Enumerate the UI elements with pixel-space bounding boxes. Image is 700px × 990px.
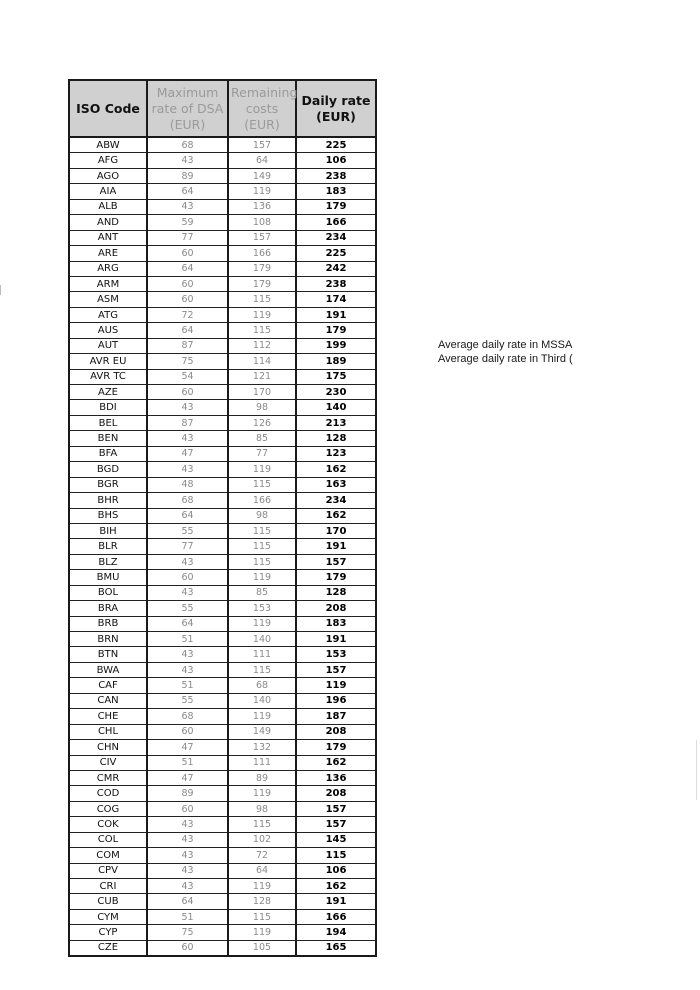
cell-remaining-costs: 85 <box>228 431 296 446</box>
table-row <box>70 554 375 569</box>
cell-max-rate-dsa: 60 <box>147 801 228 816</box>
cell-max-rate-dsa: 51 <box>147 678 228 693</box>
cell-max-rate-dsa: 43 <box>147 431 228 446</box>
cell-remaining-costs: 119 <box>228 570 296 585</box>
cell-daily-rate: 106 <box>296 153 375 168</box>
cell-remaining-costs: 108 <box>228 215 296 230</box>
cell-max-rate-dsa: 48 <box>147 477 228 492</box>
cell-daily-rate: 162 <box>296 508 375 523</box>
cell-max-rate-dsa: 51 <box>147 755 228 770</box>
cell-daily-rate: 191 <box>296 307 375 322</box>
cell-iso-code: COD <box>70 786 147 801</box>
cell-max-rate-dsa: 43 <box>147 462 228 477</box>
cell-remaining-costs: 121 <box>228 369 296 384</box>
cell-iso-code: CMR <box>70 770 147 785</box>
table-row <box>70 307 375 322</box>
cell-iso-code: BEL <box>70 415 147 430</box>
table-row <box>70 755 375 770</box>
cell-daily-rate: 238 <box>296 276 375 291</box>
cell-daily-rate: 157 <box>296 662 375 677</box>
cell-remaining-costs: 115 <box>228 477 296 492</box>
cell-max-rate-dsa: 51 <box>147 909 228 924</box>
table-row <box>70 724 375 739</box>
cell-max-rate-dsa: 87 <box>147 415 228 430</box>
cell-iso-code: AFG <box>70 153 147 168</box>
cell-daily-rate: 183 <box>296 616 375 631</box>
header-daily-rate: Daily rate (EUR) <box>296 81 375 137</box>
cell-daily-rate: 106 <box>296 863 375 878</box>
cell-daily-rate: 165 <box>325 942 347 954</box>
cell-daily-rate: 153 <box>296 647 375 662</box>
cell-remaining-costs: 102 <box>228 832 296 847</box>
dsa-rates-table-frame <box>68 79 377 957</box>
cell-max-rate-dsa: 60 <box>147 940 228 955</box>
table-row <box>70 662 375 677</box>
cell-daily-rate: 157 <box>296 554 375 569</box>
cell-max-rate-dsa: 43 <box>147 153 228 168</box>
cell-remaining-costs: 149 <box>228 168 296 183</box>
cell-remaining-costs: 166 <box>228 246 296 261</box>
table-row <box>70 493 375 508</box>
cell-max-rate-dsa: 47 <box>147 740 228 755</box>
cell-max-rate-dsa: 60 <box>147 385 228 400</box>
cell-iso-code: BDI <box>70 400 147 415</box>
cell-daily-rate: 162 <box>296 879 375 894</box>
table-row <box>70 801 375 816</box>
cell-remaining-costs: 119 <box>228 925 296 940</box>
cell-remaining-costs: 119 <box>228 616 296 631</box>
cell-remaining-costs: 115 <box>228 909 296 924</box>
cell-daily-rate: 179 <box>296 323 375 338</box>
table-row <box>70 786 375 801</box>
cell-max-rate-dsa: 43 <box>147 400 228 415</box>
cell-remaining-costs: 98 <box>228 508 296 523</box>
cell-remaining-costs: 111 <box>228 755 296 770</box>
table-row <box>70 246 375 261</box>
cell-daily-rate: 179 <box>296 740 375 755</box>
cell-iso-code: BRB <box>70 616 147 631</box>
cell-max-rate-dsa: 43 <box>147 848 228 863</box>
cell-daily-rate: 242 <box>296 261 375 276</box>
header-max-rate-dsa: Maximum rate of DSA (EUR) <box>147 81 228 137</box>
cell-iso-code: CYP <box>70 925 147 940</box>
dsa-rates-table <box>70 81 375 955</box>
table-row <box>70 909 375 924</box>
cell-max-rate-dsa: 89 <box>147 786 228 801</box>
cell-daily-rate: 225 <box>296 246 375 261</box>
table-row <box>70 477 375 492</box>
cell-remaining-costs: 119 <box>228 307 296 322</box>
cell-max-rate-dsa: 43 <box>147 817 228 832</box>
cell-iso-code: CZE <box>70 940 147 955</box>
cell-max-rate-dsa: 60 <box>147 276 228 291</box>
cell-remaining-costs: 126 <box>228 415 296 430</box>
table-row <box>70 770 375 785</box>
cell-max-rate-dsa: 64 <box>147 616 228 631</box>
cell-iso-code: BRN <box>70 632 147 647</box>
table-row <box>70 400 375 415</box>
cell-remaining-costs: 132 <box>228 740 296 755</box>
cell-iso-code: BLZ <box>70 554 147 569</box>
cell-iso-code: BFA <box>70 446 147 461</box>
scan-edge-mark <box>0 285 1 295</box>
cell-iso-code: BHR <box>70 493 147 508</box>
cell-daily-rate: 119 <box>296 678 375 693</box>
cell-remaining-costs: 72 <box>228 848 296 863</box>
cell-iso-code: AVR TC <box>70 369 147 384</box>
cell-daily-rate: 208 <box>296 786 375 801</box>
cell-max-rate-dsa: 43 <box>147 662 228 677</box>
cell-remaining-costs: 157 <box>228 137 296 153</box>
table-row <box>70 709 375 724</box>
table-header <box>70 81 375 137</box>
cell-daily-rate: 199 <box>296 338 375 353</box>
cell-iso-code: BRA <box>70 601 147 616</box>
cell-max-rate-dsa: 64 <box>147 508 228 523</box>
cell-daily-rate: 213 <box>296 415 375 430</box>
cell-daily-rate: 145 <box>296 832 375 847</box>
cell-remaining-costs: 98 <box>228 400 296 415</box>
cell-daily-rate: 234 <box>296 230 375 245</box>
cell-daily-rate: 162 <box>296 755 375 770</box>
table-row <box>70 415 375 430</box>
header-row <box>70 81 375 137</box>
cell-remaining-costs: 115 <box>228 554 296 569</box>
cell-iso-code: ASM <box>70 292 147 307</box>
cell-daily-rate: 191 <box>296 894 375 909</box>
cell-remaining-costs: 77 <box>228 446 296 461</box>
cell-max-rate-dsa: 55 <box>147 601 228 616</box>
cell-remaining-costs: 114 <box>228 354 296 369</box>
cell-iso-code: ARG <box>70 261 147 276</box>
cell-iso-code: CHL <box>70 724 147 739</box>
cell-daily-rate: 163 <box>296 477 375 492</box>
table-row <box>70 323 375 338</box>
cell-daily-rate: 166 <box>296 215 375 230</box>
cell-daily-rate: 136 <box>296 770 375 785</box>
table-row <box>70 137 375 153</box>
cell-max-rate-dsa: 43 <box>147 879 228 894</box>
cell-iso-code: ARM <box>70 276 147 291</box>
cell-iso-code: BEN <box>70 431 147 446</box>
cell-iso-code: AUS <box>70 323 147 338</box>
table-row <box>70 338 375 353</box>
cell-remaining-costs: 98 <box>228 801 296 816</box>
cell-max-rate-dsa: 43 <box>147 199 228 214</box>
cell-daily-rate: 230 <box>296 385 375 400</box>
cell-daily-rate: 208 <box>296 724 375 739</box>
cell-remaining-costs: 149 <box>228 724 296 739</box>
cell-max-rate-dsa: 43 <box>147 585 228 600</box>
cell-remaining-costs: 119 <box>228 786 296 801</box>
cell-max-rate-dsa: 68 <box>147 709 228 724</box>
cell-max-rate-dsa: 68 <box>147 493 228 508</box>
cell-max-rate-dsa: 55 <box>147 693 228 708</box>
table-row <box>70 879 375 894</box>
cell-iso-code: BGR <box>70 477 147 492</box>
cell-iso-code: BMU <box>70 570 147 585</box>
cell-daily-rate: 189 <box>296 354 375 369</box>
table-row <box>70 940 375 955</box>
cell-max-rate-dsa: 55 <box>147 523 228 538</box>
cell-max-rate-dsa: 54 <box>147 369 228 384</box>
cell-remaining-costs: 179 <box>228 261 296 276</box>
cell-daily-rate: 191 <box>296 632 375 647</box>
cell-remaining-costs: 64 <box>228 863 296 878</box>
cell-max-rate-dsa: 43 <box>147 554 228 569</box>
table-body <box>70 137 375 955</box>
table-row <box>70 215 375 230</box>
cell-iso-code: CHN <box>70 740 147 755</box>
table-row <box>70 199 375 214</box>
cell-daily-rate: 194 <box>296 925 375 940</box>
cell-max-rate-dsa: 64 <box>147 261 228 276</box>
cell-max-rate-dsa: 68 <box>147 137 228 153</box>
cell-daily-rate: 157 <box>296 801 375 816</box>
cell-max-rate-dsa: 60 <box>147 292 228 307</box>
table-row <box>70 632 375 647</box>
table-row <box>70 462 375 477</box>
cell-daily-rate: 174 <box>296 292 375 307</box>
table-row <box>70 431 375 446</box>
cell-iso-code: ALB <box>70 199 147 214</box>
cell-remaining-costs: 89 <box>228 770 296 785</box>
cell-remaining-costs: 68 <box>228 678 296 693</box>
cell-iso-code: BLR <box>70 539 147 554</box>
table-row <box>70 570 375 585</box>
cell-daily-rate: 196 <box>296 693 375 708</box>
cell-remaining-costs: 115 <box>228 323 296 338</box>
cell-max-rate-dsa: 89 <box>147 168 228 183</box>
cell-remaining-costs: 115 <box>228 662 296 677</box>
cell-max-rate-dsa: 64 <box>147 184 228 199</box>
header-iso-code: ISO Code <box>70 81 147 137</box>
side-note-third-countries: Average daily rate in Third ( <box>438 353 573 365</box>
cell-max-rate-dsa: 75 <box>147 354 228 369</box>
table-row <box>70 230 375 245</box>
cell-max-rate-dsa: 43 <box>147 832 228 847</box>
cell-max-rate-dsa: 77 <box>147 230 228 245</box>
table-row <box>70 385 375 400</box>
cell-remaining-costs: 105 <box>228 940 296 955</box>
scan-edge-mark <box>696 740 697 800</box>
cell-remaining-costs: 112 <box>228 338 296 353</box>
table-row <box>70 153 375 168</box>
cell-remaining-costs: 64 <box>228 153 296 168</box>
cell-max-rate-dsa: 47 <box>147 770 228 785</box>
cell-remaining-costs: 119 <box>228 879 296 894</box>
cell-remaining-costs: 119 <box>228 462 296 477</box>
cell-daily-rate: 166 <box>296 909 375 924</box>
cell-iso-code: AGO <box>70 168 147 183</box>
cell-max-rate-dsa: 75 <box>147 925 228 940</box>
cell-iso-code: AIA <box>70 184 147 199</box>
cell-remaining-costs: 140 <box>228 632 296 647</box>
side-note-mssa: Average daily rate in MSSA <box>438 339 573 351</box>
cell-max-rate-dsa: 43 <box>147 863 228 878</box>
cell-max-rate-dsa: 72 <box>147 307 228 322</box>
table-row <box>70 261 375 276</box>
cell-remaining-costs: 157 <box>228 230 296 245</box>
cell-daily-rate: 170 <box>296 523 375 538</box>
cell-iso-code: BWA <box>70 662 147 677</box>
cell-remaining-costs: 85 <box>228 585 296 600</box>
cell-remaining-costs: 166 <box>228 493 296 508</box>
cell-max-rate-dsa: 60 <box>147 246 228 261</box>
cell-daily-rate: 191 <box>296 539 375 554</box>
cell-iso-code: CYM <box>70 909 147 924</box>
cell-iso-code: BGD <box>70 462 147 477</box>
cell-max-rate-dsa: 43 <box>147 647 228 662</box>
cell-daily-rate: 128 <box>296 431 375 446</box>
table-row <box>70 508 375 523</box>
cell-remaining-costs: 115 <box>228 539 296 554</box>
cell-iso-code: COK <box>70 817 147 832</box>
cell-max-rate-dsa: 51 <box>147 632 228 647</box>
cell-max-rate-dsa: 59 <box>147 215 228 230</box>
cell-iso-code: ANT <box>70 230 147 245</box>
cell-remaining-costs: 170 <box>228 385 296 400</box>
table-row <box>70 817 375 832</box>
cell-iso-code: CUB <box>70 894 147 909</box>
table-row <box>70 168 375 183</box>
table-row <box>70 446 375 461</box>
table-row <box>70 585 375 600</box>
cell-max-rate-dsa: 47 <box>147 446 228 461</box>
cell-iso-code: COL <box>70 832 147 847</box>
cell-iso-code: BHS <box>70 508 147 523</box>
cell-iso-code: COG <box>70 801 147 816</box>
cell-iso-code: CHE <box>70 709 147 724</box>
cell-daily-rate: 162 <box>296 462 375 477</box>
cell-daily-rate: 183 <box>296 184 375 199</box>
cell-remaining-costs: 115 <box>228 292 296 307</box>
cell-daily-rate: 179 <box>296 570 375 585</box>
table-row <box>70 894 375 909</box>
cell-remaining-costs: 115 <box>228 523 296 538</box>
cell-iso-code: ABW <box>70 137 147 153</box>
cell-daily-rate: 225 <box>296 137 375 153</box>
table-row <box>70 292 375 307</box>
cell-iso-code: ARE <box>70 246 147 261</box>
cell-iso-code: BIH <box>70 523 147 538</box>
table-row <box>70 678 375 693</box>
cell-iso-code: CPV <box>70 863 147 878</box>
cell-remaining-costs: 128 <box>228 894 296 909</box>
table-row <box>70 925 375 940</box>
table-row <box>70 693 375 708</box>
cell-iso-code: BOL <box>70 585 147 600</box>
cell-daily-rate: 175 <box>296 369 375 384</box>
table-row <box>70 276 375 291</box>
cell-daily-rate: 157 <box>296 817 375 832</box>
cell-max-rate-dsa: 64 <box>147 894 228 909</box>
cell-iso-code: AND <box>70 215 147 230</box>
table-row <box>70 369 375 384</box>
cell-iso-code: AVR EU <box>70 354 147 369</box>
cell-max-rate-dsa: 64 <box>147 323 228 338</box>
table-row <box>70 523 375 538</box>
cell-daily-rate: 187 <box>296 709 375 724</box>
table-row <box>70 616 375 631</box>
header-remaining-costs: Remaining costs (EUR) <box>228 81 296 137</box>
cell-remaining-costs: 140 <box>228 693 296 708</box>
table-row <box>70 863 375 878</box>
cell-remaining-costs: 179 <box>228 276 296 291</box>
cell-iso-code: CIV <box>70 755 147 770</box>
table-row <box>70 832 375 847</box>
cell-iso-code: BTN <box>70 647 147 662</box>
cell-max-rate-dsa: 60 <box>147 724 228 739</box>
cell-daily-rate: 115 <box>296 848 375 863</box>
cell-max-rate-dsa: 87 <box>147 338 228 353</box>
cell-daily-rate: 128 <box>296 585 375 600</box>
cell-daily-rate: 238 <box>296 168 375 183</box>
table-row <box>70 354 375 369</box>
cell-remaining-costs: 153 <box>228 601 296 616</box>
cell-iso-code: CAF <box>70 678 147 693</box>
cell-iso-code: AUT <box>70 338 147 353</box>
cell-max-rate-dsa: 77 <box>147 539 228 554</box>
cell-remaining-costs: 119 <box>228 709 296 724</box>
cell-daily-rate: 140 <box>296 400 375 415</box>
cell-daily-rate: 208 <box>296 601 375 616</box>
table-row <box>70 848 375 863</box>
cell-iso-code: COM <box>70 848 147 863</box>
table-row <box>70 647 375 662</box>
cell-remaining-costs: 119 <box>228 184 296 199</box>
cell-iso-code: CRI <box>70 879 147 894</box>
cell-remaining-costs: 111 <box>228 647 296 662</box>
table-row <box>70 740 375 755</box>
cell-daily-rate: 179 <box>296 199 375 214</box>
cell-daily-rate: 123 <box>296 446 375 461</box>
cell-iso-code: AZE <box>70 385 147 400</box>
cell-iso-code: ATG <box>70 307 147 322</box>
cell-remaining-costs: 115 <box>228 817 296 832</box>
table-row <box>70 184 375 199</box>
cell-max-rate-dsa: 60 <box>147 570 228 585</box>
cell-iso-code: CAN <box>70 693 147 708</box>
cell-daily-rate: 234 <box>296 493 375 508</box>
table-row <box>70 601 375 616</box>
table-row <box>70 539 375 554</box>
cell-remaining-costs: 136 <box>228 199 296 214</box>
